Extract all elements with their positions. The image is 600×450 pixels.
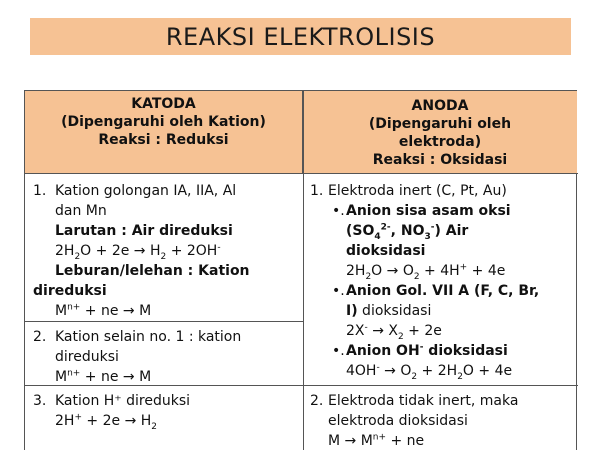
anoda-item-1-line1: Elektroda inert (C, Pt, Au) — [328, 183, 507, 199]
anoda-header-reaction: Reaksi : Oksidasi — [372, 152, 508, 168]
katoda-item-2-line1: Kation selain no. 1 : kation — [55, 329, 242, 345]
anoda-bullet-1-equation: $2H_2O \to O_2 + 4H^+ + 4e$ — [346, 262, 506, 282]
katoda-item-3-line1: Kation H⁺ direduksi — [55, 393, 191, 409]
katoda-header-title: KATODA — [131, 96, 196, 112]
column-divider — [303, 91, 304, 450]
anoda-item-2-number: 2. — [310, 393, 324, 409]
anoda-bullet-2-line2: I) dioksidasi — [346, 303, 432, 319]
anoda-row-divider — [303, 385, 578, 386]
katoda-item-1-line2: dan Mn — [55, 203, 107, 219]
anoda-bullet-1-line1: Anion sisa asam oksi — [346, 203, 511, 219]
bullet-marker: •. — [332, 343, 345, 359]
anoda-bullet-2-line1: Anion Gol. VII A (F, C, Br, — [346, 283, 540, 299]
page-title: REAKSI ELEKTROLISIS — [30, 18, 571, 55]
anoda-bullet-3-line1: Anion OH- dioksidasi — [346, 342, 508, 359]
anoda-header-title: ANODA — [411, 98, 469, 114]
anoda-item-1-number: 1. — [310, 183, 324, 199]
anoda-header-subtitle-2: elektroda) — [398, 134, 482, 150]
katoda-item-1-number: 1. — [33, 183, 47, 199]
katoda-item-2-number: 2. — [33, 329, 47, 345]
anoda-item-2 — [310, 391, 576, 450]
katoda-item-1-leburan-cont: direduksi — [33, 283, 107, 299]
anoda-bullet-1-line3: dioksidasi — [346, 243, 426, 259]
katoda-row-divider-1 — [25, 321, 303, 322]
bullet-marker: •. — [332, 283, 345, 299]
katoda-item-1-leburan: Leburan/lelehan : Kation — [55, 263, 250, 279]
anoda-bullet-2 — [328, 281, 576, 341]
electrolysis-table — [24, 90, 577, 450]
anoda-item-1 — [310, 181, 576, 381]
anoda-bullet-1-line2: ($SO_4^{2-}$, $NO_3^-$) Air — [346, 222, 469, 242]
anoda-bullet-1 — [328, 201, 576, 281]
katoda-item-1-larutan: Larutan : Air direduksi — [55, 223, 233, 239]
anoda-item-2-equation: $M \to M^{n+}$ + ne — [328, 432, 425, 449]
katoda-item-1-line1: Kation golongan IA, IIA, Al — [55, 183, 237, 199]
anoda-bullet-2-equation: $2X^- \to X_2 + 2e$ — [346, 322, 442, 342]
header-divider — [25, 173, 578, 174]
anoda-bullet-3 — [328, 341, 576, 381]
anoda-bullet-3-equation: $4OH^- \to O_2 + 2H_2O + 4e$ — [346, 362, 513, 382]
katoda-item-3 — [33, 391, 301, 431]
katoda-item-1-equation-2: $M^{n+}$ + ne → M — [55, 302, 152, 319]
katoda-header-reaction: Reaksi : Reduksi — [98, 132, 229, 148]
katoda-item-2 — [33, 327, 301, 387]
anoda-item-2-line2: elektroda dioksidasi — [328, 413, 468, 429]
katoda-item-2-equation: $M^{n+}$ + ne → M — [55, 368, 152, 385]
katoda-item-1 — [33, 181, 301, 321]
katoda-item-3-number: 3. — [33, 393, 47, 409]
katoda-header — [25, 91, 303, 173]
katoda-item-1-equation-1: $2H_2O + 2e \to H_2 + 2OH^-$ — [55, 242, 221, 262]
katoda-item-3-equation: $2H^+ + 2e \to H_2$ — [55, 412, 158, 432]
anoda-item-2-line1: Elektroda tidak inert, maka — [328, 393, 519, 409]
anoda-header — [303, 91, 577, 173]
katoda-header-subtitle: (Dipengaruhi oleh Kation) — [61, 114, 266, 130]
katoda-item-2-line2: direduksi — [55, 349, 119, 365]
bullet-marker: •. — [332, 203, 345, 219]
anoda-header-subtitle-1: (Dipengaruhi oleh — [368, 116, 512, 132]
